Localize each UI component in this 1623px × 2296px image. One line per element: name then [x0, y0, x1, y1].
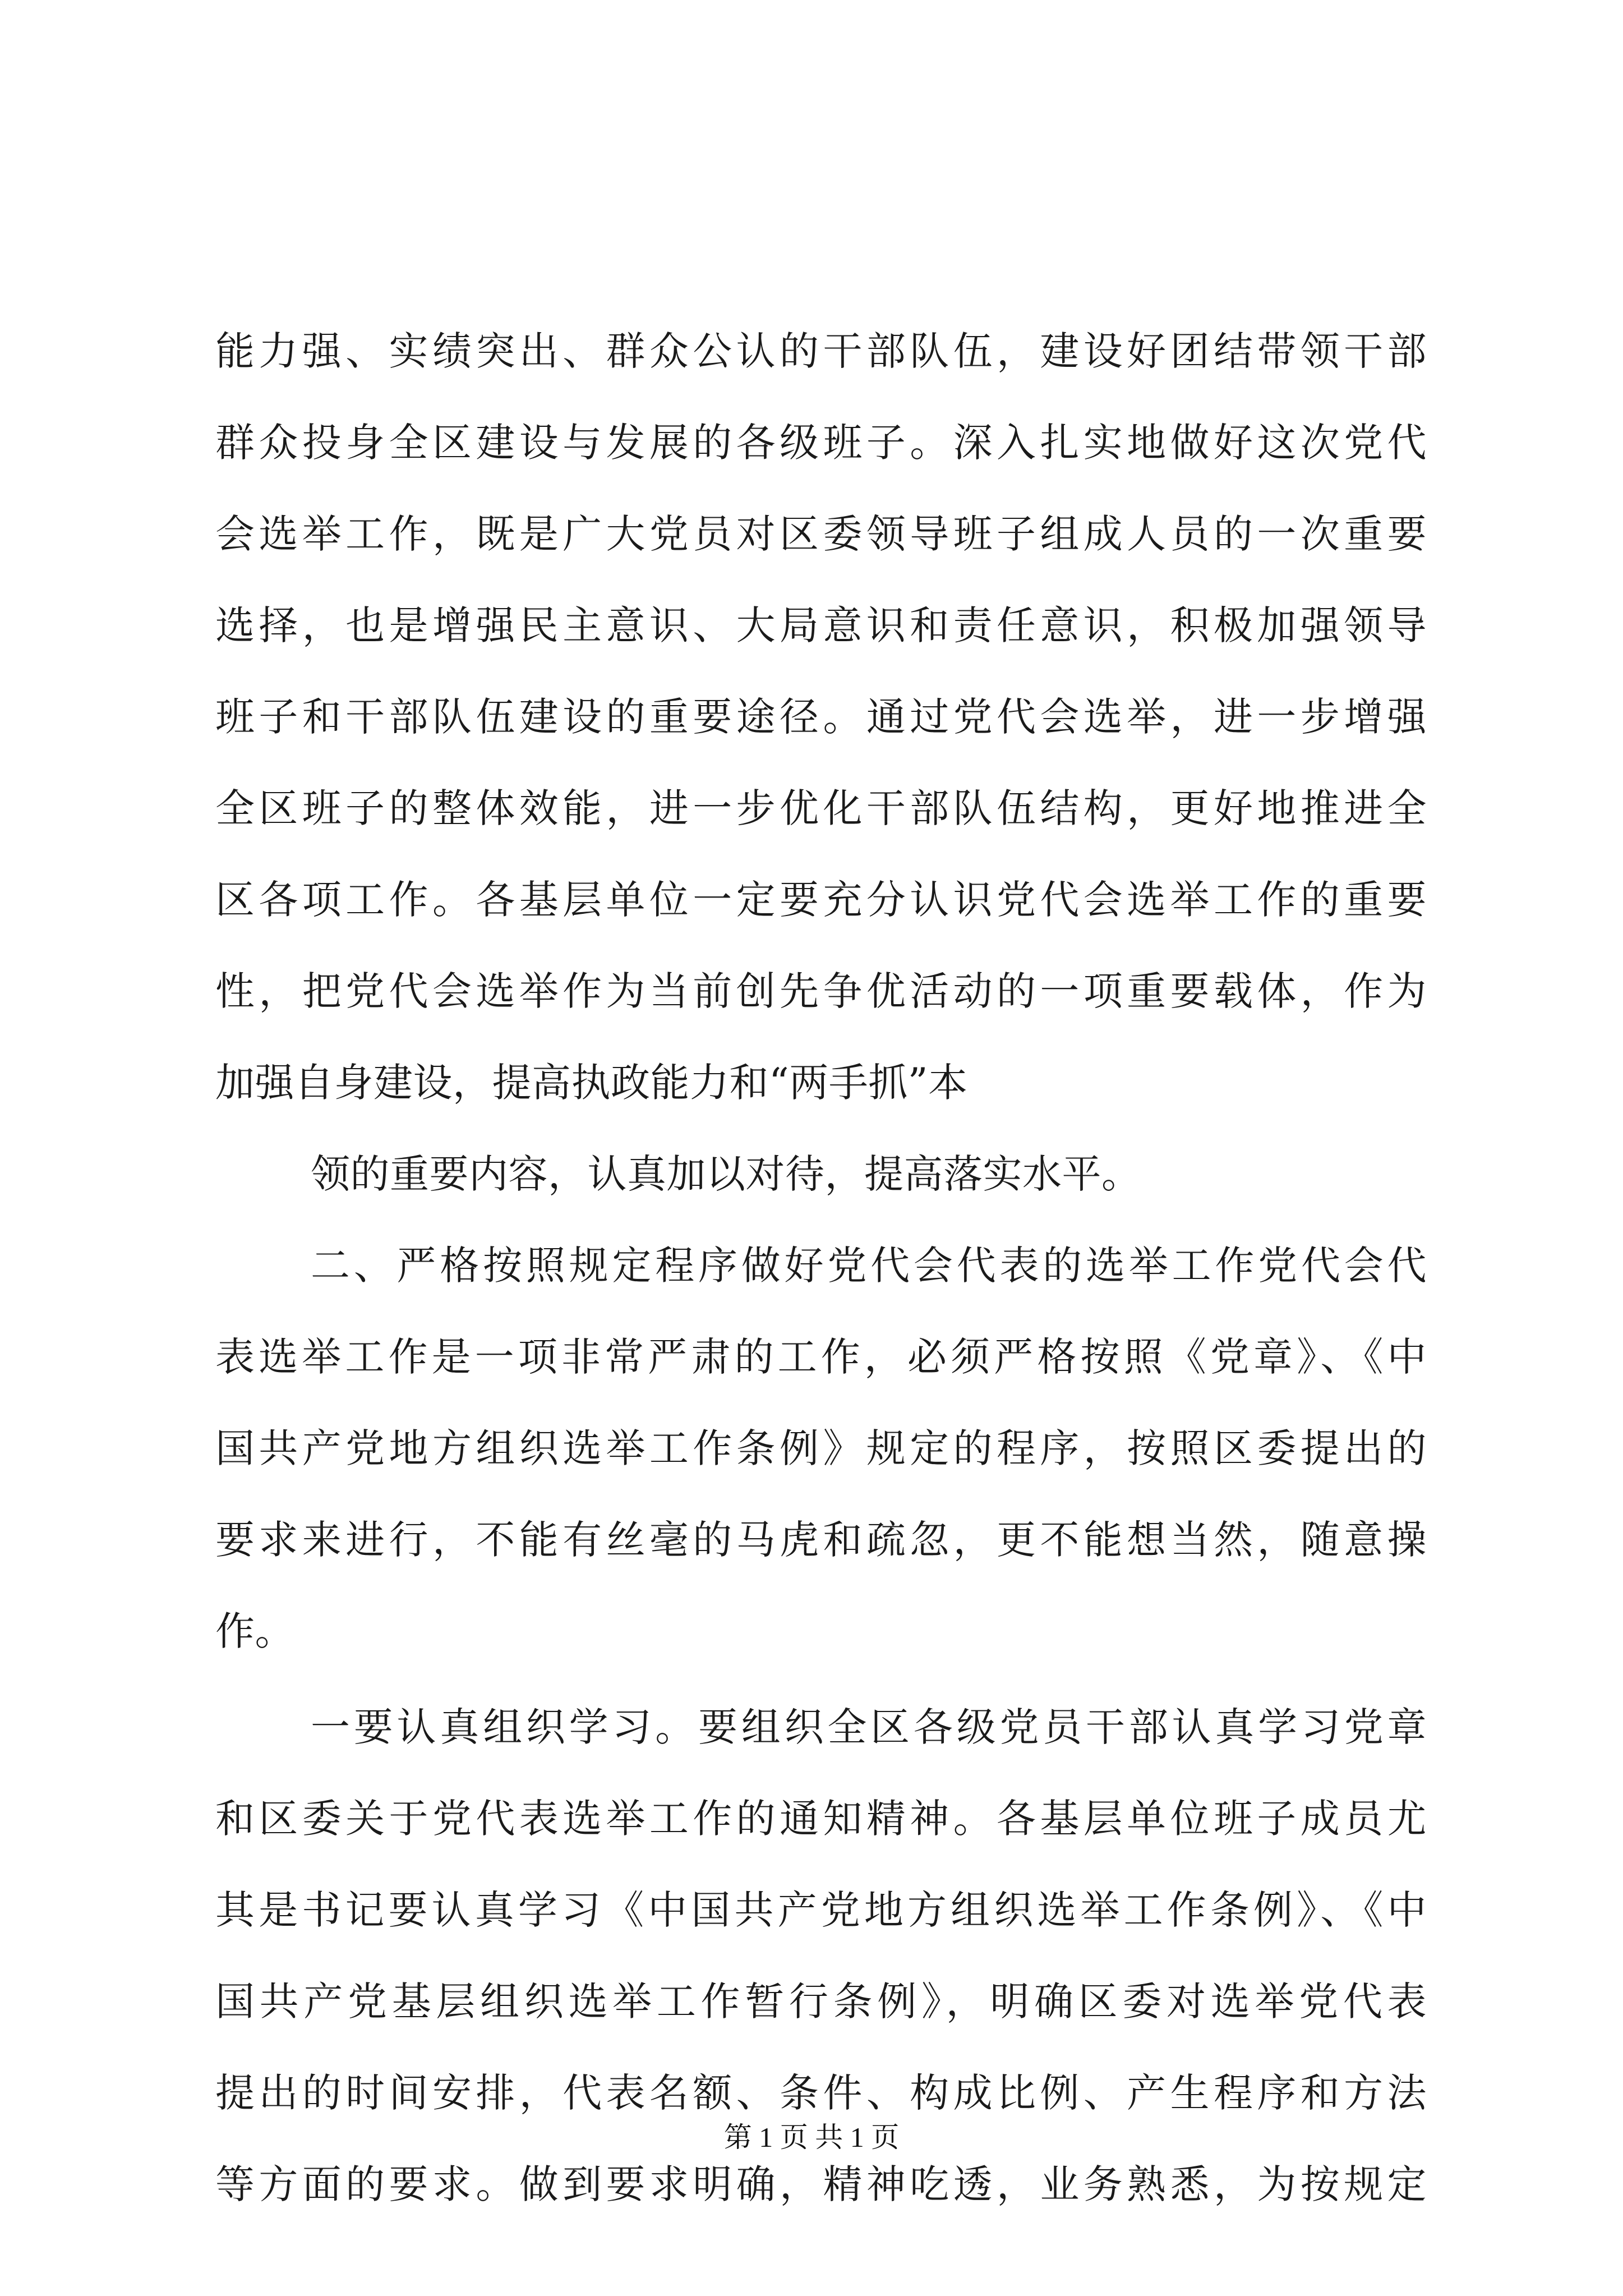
text-line: 选择，也是增强民主意识、大局意识和责任意识，积极加强领导 [215, 602, 1427, 648]
section-heading-line: 二、严格按照规定程序做好党代会代表的选举工作党代会代 [311, 1243, 1427, 1289]
text-line: 班子和干部队伍建设的重要途径。通过党代会选举，进一步增强 [215, 694, 1427, 740]
text-line: 国共产党基层组织选举工作暂行条例》，明确区委对选举党代表 [215, 1978, 1427, 2024]
text-line: 表选举工作是一项非常严肃的工作，必须严格按照《党章》、《中 [215, 1334, 1427, 1380]
text-line: 区各项工作。各基层单位一定要充分认识党代会选举工作的重要 [215, 877, 1427, 923]
paragraph-start-line: 一要认真组织学习。要组织全区各级党员干部认真学习党章 [311, 1704, 1427, 1750]
text-line: 国共产党地方组织选举工作条例》规定的程序，按照区委提出的 [215, 1425, 1427, 1471]
text-line: 提出的时间安排，代表名额、条件、构成比例、产生程序和方法 [215, 2070, 1427, 2116]
text-line: 其是书记要认真学习《中国共产党地方组织选举工作条例》、《中 [215, 1887, 1427, 1933]
text-line: 要求来进行，不能有丝毫的马虎和疏忽，更不能想当然，随意操 [215, 1517, 1427, 1563]
paragraph-start-line: 领的重要内容，认真加以对待，提高落实水平。 [311, 1151, 1141, 1197]
text-line: 全区班子的整体效能，进一步优化干部队伍结构，更好地推进全 [215, 785, 1427, 831]
text-line: 性，把党代会选举作为当前创先争优活动的一项重要载体，作为 [215, 968, 1427, 1014]
text-line: 群众投身全区建设与发展的各级班子。深入扎实地做好这次党代 [215, 420, 1427, 466]
text-line: 加强自身建设，提高执政能力和“两手抓”本 [215, 1060, 968, 1106]
body-text [215, 306, 1427, 2230]
text-line: 会选举工作，既是广大党员对区委领导班子组成人员的一次重要 [215, 511, 1427, 557]
page-footer: 第 1 页 共 1 页 [723, 2122, 900, 2153]
text-line: 和区委关于党代表选举工作的通知精神。各基层单位班子成员尤 [215, 1796, 1427, 1842]
text-line: 作。 [215, 1608, 294, 1654]
text-line: 能力强、实绩突出、群众公认的干部队伍，建设好团结带领干部 [215, 328, 1427, 374]
text-line: 等方面的要求。做到要求明确，精神吃透，业务熟悉，为按规定 [215, 2161, 1427, 2207]
